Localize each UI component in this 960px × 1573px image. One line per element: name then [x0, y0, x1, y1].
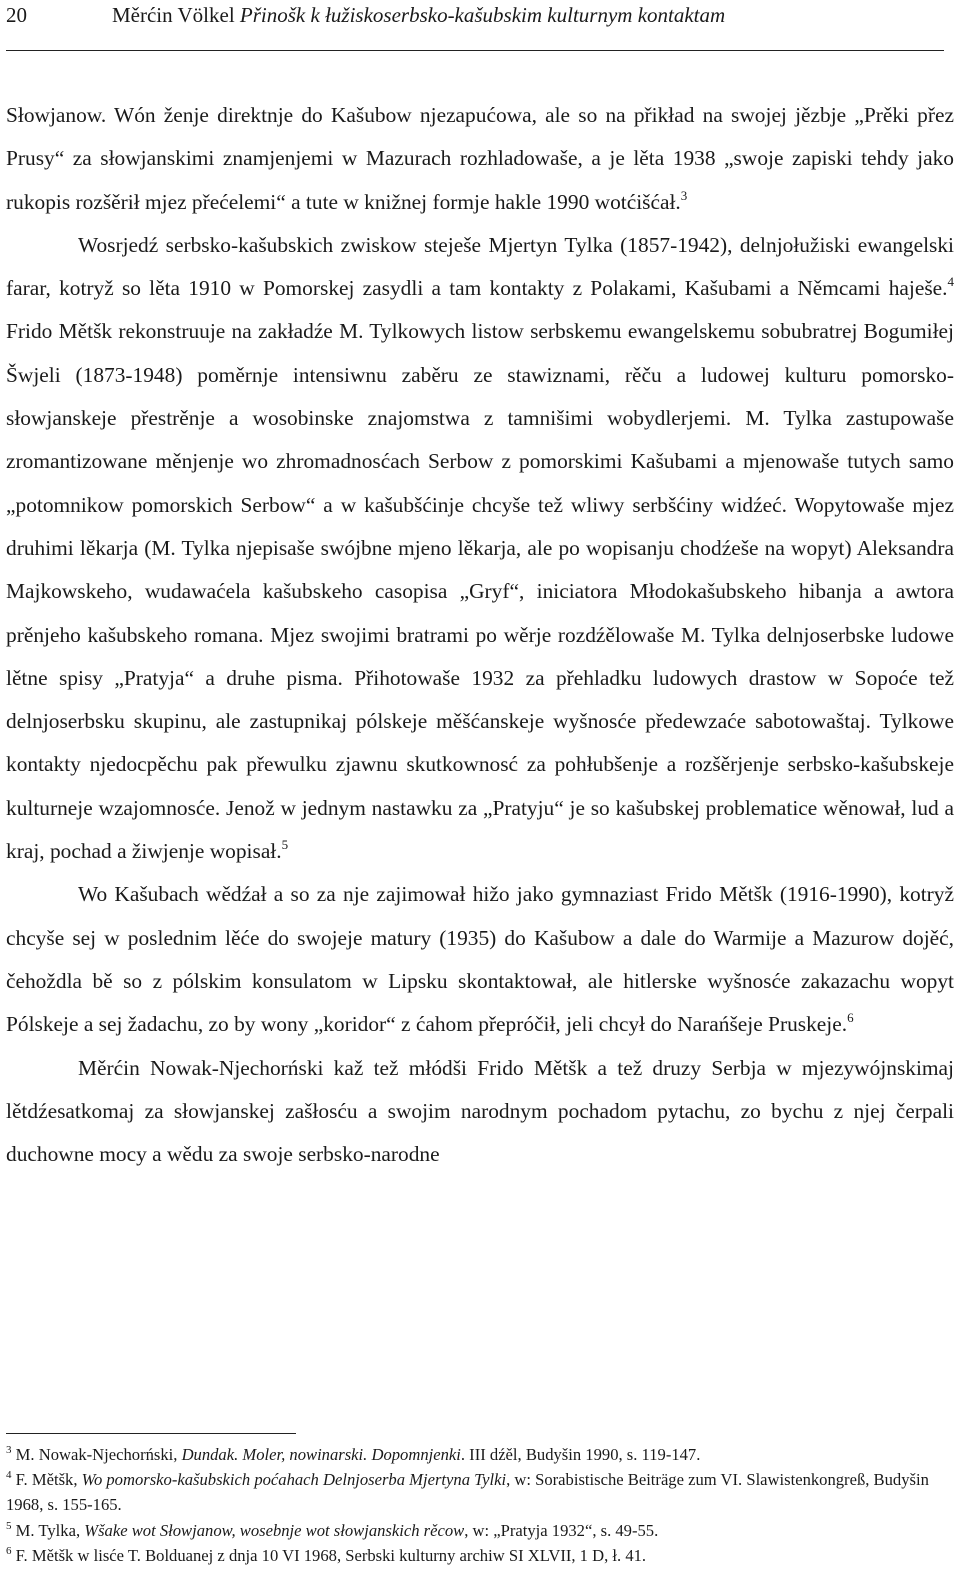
- paragraph-1-text: Słowjanow. Wón ženje direktnje do Kašubow njezapućowa, ale so na přikład na swojej jězbje „Prěki přez Prusy“ za słowjanskimi znamjenjemi w Mazurach rozhladowaše, a je lěta 1938 „swoje zapiski tehdy jako rukopis rozšěrił mjez přećelemi“ a tute w knižnej formje hakle 1990 wotćišćał.: [6, 103, 954, 214]
- footnotes: [6, 1442, 954, 1568]
- paragraph-3: [6, 873, 954, 1046]
- footnote-4: [6, 1467, 954, 1517]
- footnote-text-end: , w: „Pratyja 1932“, s. 49-55.: [464, 1520, 659, 1540]
- paragraph-3-text: Wo Kašubach wědźał a so za nje zajimował hižo jako gymnaziast Frido Mětšk (1916-1990), kotryž chcyše sej w poslednim lěće do swojeje matury (1935) do Kašubow a dale do Warmije a Mazurow dojěć, čehoždla bě so z pólskim konsulatom w Lipsku skontaktował, ale hitlerske wyšnosće zakazachu wopyt Pólskeje a sej žadachu, zo by wony „koridor“ z ćahom přepróčił, jeli chcył do Narańšeje Pruskeje.: [6, 882, 954, 1037]
- paragraph-4-text: Měrćin Nowak-Njechorński kaž tež młódši Frido Mětšk a tež druzy Serbja w mjezywójnskimaj lětdźesatkomaj za słowjanskej zašłosću a swojim narodnym pochadom pytachu, zo bychu z njej čerpali duchowne mocy a wědu za swoje serbsko-narodne: [6, 1055, 954, 1167]
- paragraph-1: [6, 94, 954, 224]
- footnote-number: 6: [6, 1544, 12, 1557]
- paragraph-2-text-a: Wosrjedź serbsko-kašubskich zwiskow steješe Mjertyn Tylka (1857-1942), delnjołužiski ewangelski farar, kotryž so lěta 1910 w Pomorskej zasydli a tam kontakty z Polakami, Kašubami a Němcami haješe.: [6, 232, 954, 301]
- footnote-title: Dundak. Moler, nowinarski. Dopomnjenki: [181, 1445, 461, 1464]
- footnote-text: F. Mětšk,: [15, 1470, 82, 1490]
- footnote-ref-6[interactable]: 6: [847, 1010, 854, 1026]
- footnote-title: Wšake wot Słowjanow, wosebnje wot słowjanskich rěcow: [84, 1520, 465, 1540]
- paragraph-2: [6, 224, 954, 873]
- footnote-3: [6, 1442, 954, 1467]
- footnote-text: F. Mětšk w lisće T. Bolduanej z dnja 10 VI 1968, Serbski kulturny archiw SI XLVII, 1 D, ł. 41.: [15, 1545, 647, 1565]
- paragraph-2-text-b: Frido Mětšk rekonstruuje na zakładźe M. Tylkowych listow serbskemu ewangelskemu sobubratrej Bogumiłej Šwjeli (1873-1948) poměrnje intensiwnu zaběru ze stawiznami, rěču a ludowej kulturu pomorsko-słowjanskeje přestrěnje a wosobinske znajomstwa z tamnišimi wobydlerjemi. M. Tylka zastupowaše zromantizowane měnjenje wo zhromadnosćach Serbow z pomorskimi Kašubami a mjenowaše tutych samo „potomnikow pomorskich Serbow“ a w kašubšćinje chcyše tež wliwy serbšćiny widźeć. Wopytowaše mjez druhimi lěkarja (M. Tylka njepisaše swójbne mjeno lěkarja, ale po wopisanju chodźeše na wopyt) Aleksandra Majkowskeho, wudawaćela kašubskeho casopisa „Gryf“, iniciatora Młodokašubskeho hibanja a awtora prěnjeho kašubskeho romana. Mjez swojimi bratrami po wěrje rozdźělowaše M. Tylka delnjoserbske ludowe lětne spisy „Pratyja“ a druhe pisma. Přihotowaše 1932 za přehladku ludowych drastow w Sopoće tež delnjoserbsku skupinu, ale zastupnikaj pólskeje měšćanskeje wyšnosće předewzaće sabotowaštaj. Tylkowe kontakty njedocpěchu pak přewulku zjawnu skutkownosć za pohłubšenje a rozšěrjenje serbsko-kašubskeje kulturneje wzajomnosće. Jenož w jednym nastawku za „Pratyju“ je so kašubskej problematice wěnował, lud a kraj, pochad a žiwjenje wopisał.: [6, 319, 954, 864]
- footnote-number: 3: [6, 1444, 12, 1456]
- header-rule: [6, 50, 944, 51]
- page-number: 20: [6, 3, 27, 27]
- footnote-text: M. Tylka,: [15, 1520, 85, 1540]
- footnote-5: [6, 1518, 954, 1543]
- footnote-number: 5: [6, 1519, 12, 1532]
- running-header: [6, 2, 954, 32]
- header-title: Přinošk k łužiskoserbsko-kašubskim kulturnym kontaktam: [239, 3, 726, 27]
- footnote-text-end: , w: Sorabistische Beiträge zum VI. Slawistenkongreß, Budyšin 1968, s. 155-165.: [6, 1470, 929, 1515]
- footnote-ref-3[interactable]: 3: [680, 187, 688, 203]
- footnote-text-end: . III dźěl, Budyšin 1990, s. 119-147.: [460, 1445, 701, 1464]
- header-author: Měrćin Völkel: [112, 3, 235, 27]
- footnote-ref-5[interactable]: 5: [281, 837, 289, 853]
- body-text: [6, 94, 954, 1176]
- footnote-text: M. Nowak-Njechorński,: [15, 1445, 182, 1464]
- footnote-6: [6, 1543, 954, 1568]
- paragraph-4: [6, 1047, 954, 1177]
- footnote-rule: [6, 1433, 296, 1434]
- footnote-ref-4[interactable]: 4: [947, 274, 954, 290]
- running-title: [112, 2, 725, 28]
- footnote-number: 4: [6, 1469, 12, 1482]
- footnote-title: Wo pomorsko-kašubskich poćahach Delnjoserba Mjertyna Tylki: [81, 1470, 507, 1490]
